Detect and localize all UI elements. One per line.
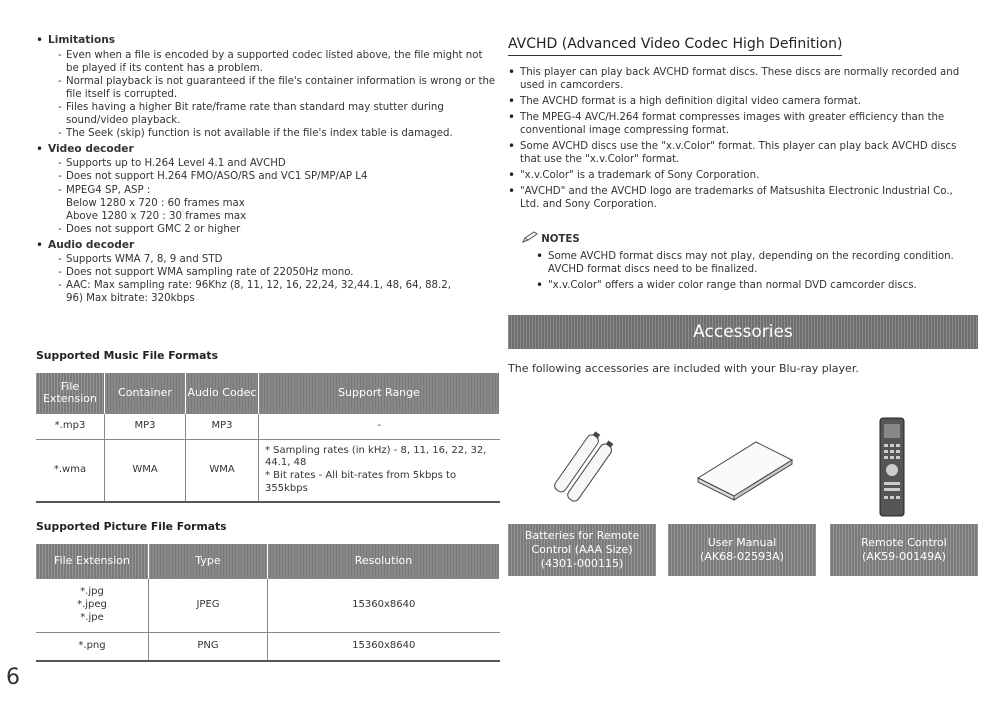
table-row bbox=[36, 633, 500, 661]
video-item bbox=[58, 184, 498, 223]
page-number: 6 bbox=[6, 665, 20, 690]
cell-codec: WMA bbox=[186, 440, 259, 502]
notes-title: NOTES bbox=[541, 234, 580, 245]
avchd-title: AVCHD (Advanced Video Codec High Definition) bbox=[508, 36, 842, 56]
avchd-item: • The AVCHD format is a high definition digital video camera format. bbox=[508, 95, 970, 108]
note-item: • "x.v.Color" offers a wider color range than normal DVD camcorder discs. bbox=[536, 279, 972, 292]
ext-line: *.jpeg bbox=[77, 599, 107, 611]
video-decoder-heading: Video decoder bbox=[48, 142, 134, 155]
accessory-caption bbox=[508, 524, 656, 576]
video-decoder-section bbox=[36, 143, 498, 236]
avchd-item: • "x.v.Color" is a trademark of Sony Corporation. bbox=[508, 169, 970, 182]
cell-container: MP3 bbox=[105, 414, 186, 440]
cell-ext: *.wma bbox=[36, 440, 105, 502]
limitation-item: - Files having a higher Bit rate/frame rate than standard may stutter during sound/video playback. bbox=[58, 101, 498, 127]
cell-range bbox=[259, 440, 500, 502]
notes-list bbox=[536, 250, 972, 295]
caption-line: Control (AAA Size) bbox=[531, 543, 633, 557]
audio-item: - Does not support WMA sampling rate of 22050Hz mono. bbox=[58, 266, 498, 279]
manual-image bbox=[668, 408, 816, 524]
table-row bbox=[36, 414, 500, 440]
audio-decoder-heading: Audio decoder bbox=[48, 238, 135, 251]
music-formats-table bbox=[36, 373, 500, 503]
cell-ext bbox=[36, 579, 149, 633]
mpeg4-label: MPEG4 SP, ASP : bbox=[66, 184, 151, 196]
caption-line: User Manual bbox=[707, 536, 777, 550]
avchd-item: • The MPEG-4 AVC/H.264 format compresses images with greater efficiency than the conventional image compressing format. bbox=[508, 111, 970, 137]
cell-ext: *.mp3 bbox=[36, 414, 105, 440]
note-item: • Some AVCHD format discs may not play, depending on the recording condition. AVCHD format discs need to be finalized. bbox=[536, 250, 972, 276]
accessory-caption bbox=[668, 524, 816, 576]
col-header: File Extension bbox=[36, 373, 105, 414]
caption-line: (AK68-02593A) bbox=[700, 550, 784, 563]
caption-line: (AK59-00149A) bbox=[862, 550, 946, 563]
video-item: - Supports up to H.264 Level 4.1 and AVCHD bbox=[58, 157, 498, 170]
cell-codec: MP3 bbox=[186, 414, 259, 440]
cell-type: JPEG bbox=[149, 579, 268, 633]
col-header: Support Range bbox=[259, 373, 500, 414]
cell-res: 15360x8640 bbox=[268, 579, 500, 633]
table-row bbox=[36, 440, 500, 502]
accessories-banner: Accessories bbox=[508, 315, 978, 349]
audio-item: - AAC: Max sampling rate: 96Khz (8, 11, 12, 16, 22,24, 32,44.1, 48, 64, 88.2, 96) Max bitrate: 320kbps bbox=[58, 279, 498, 305]
limitation-item: - The Seek (skip) function is not available if the file's index table is damaged. bbox=[58, 127, 498, 140]
video-item: - Does not support GMC 2 or higher bbox=[58, 223, 498, 236]
avchd-item: • This player can play back AVCHD format discs. These discs are normally recorded and used in camcorders. bbox=[508, 66, 970, 92]
caption-line: Remote Control bbox=[861, 536, 947, 550]
video-item: - Does not support H.264 FMO/ASO/RS and VC1 SP/MP/AP L4 bbox=[58, 170, 498, 183]
remote-image bbox=[830, 408, 978, 524]
caption-line: (4301-000115) bbox=[540, 556, 624, 570]
mpeg4-sub: Below 1280 x 720 : 60 frames max bbox=[66, 197, 245, 209]
accessories-intro: The following accessories are included with your Blu-ray player. bbox=[508, 362, 859, 375]
col-header: File Extension bbox=[36, 544, 149, 579]
col-header: Type bbox=[149, 544, 268, 579]
remote-icon bbox=[830, 408, 978, 524]
cell-ext: *.png bbox=[36, 633, 149, 661]
cell-type: PNG bbox=[149, 633, 268, 661]
range-line: * Bit rates - All bit-rates from 5kbps to 355kbps bbox=[265, 470, 457, 495]
table-row bbox=[36, 579, 500, 633]
range-line: * Sampling rates (in kHz) - 8, 11, 16, 22, 32, 44.1, 48 bbox=[265, 444, 487, 469]
cell-range: - bbox=[259, 414, 500, 440]
avchd-list bbox=[508, 66, 970, 214]
decoder-info-list bbox=[36, 34, 498, 308]
ext-line: *.jpg bbox=[80, 586, 104, 598]
picture-formats-table bbox=[36, 544, 500, 662]
pencil-icon bbox=[522, 231, 538, 243]
picture-formats-heading: Supported Picture File Formats bbox=[36, 520, 227, 533]
mpeg4-sub: Above 1280 x 720 : 30 frames max bbox=[66, 210, 247, 222]
audio-item: - Supports WMA 7, 8, 9 and STD bbox=[58, 253, 498, 266]
limitation-item: - Even when a file is encoded by a supported codec listed above, the file might not be played if its content has a problem. bbox=[58, 49, 498, 75]
music-formats-heading: Supported Music File Formats bbox=[36, 349, 219, 362]
col-header: Audio Codec bbox=[186, 373, 259, 414]
notes-heading bbox=[522, 231, 580, 246]
accessory-caption bbox=[830, 524, 978, 576]
cell-container: WMA bbox=[105, 440, 186, 502]
audio-decoder-section bbox=[36, 239, 498, 306]
cell-res: 15360x8640 bbox=[268, 633, 500, 661]
avchd-item: • Some AVCHD discs use the "x.v.Color" format. This player can play back AVCHD discs that use the "x.v.Color" format. bbox=[508, 140, 970, 166]
limitation-item: - Normal playback is not guaranteed if the file's container information is wrong or the file itself is corrupted. bbox=[58, 75, 498, 101]
caption-line: Batteries for Remote bbox=[524, 529, 640, 543]
col-header: Container bbox=[105, 373, 186, 414]
col-header: Resolution bbox=[268, 544, 500, 579]
limitations-heading: Limitations bbox=[48, 34, 116, 46]
avchd-item: • "AVCHD" and the AVCHD logo are trademarks of Matsushita Electronic Industrial Co., Ltd. and Sony Corporation. bbox=[508, 185, 970, 211]
ext-line: *.jpe bbox=[80, 611, 104, 623]
limitations-section bbox=[36, 34, 498, 140]
batteries-icon bbox=[508, 408, 656, 524]
manual-icon bbox=[668, 408, 816, 524]
batteries-image bbox=[508, 408, 656, 524]
